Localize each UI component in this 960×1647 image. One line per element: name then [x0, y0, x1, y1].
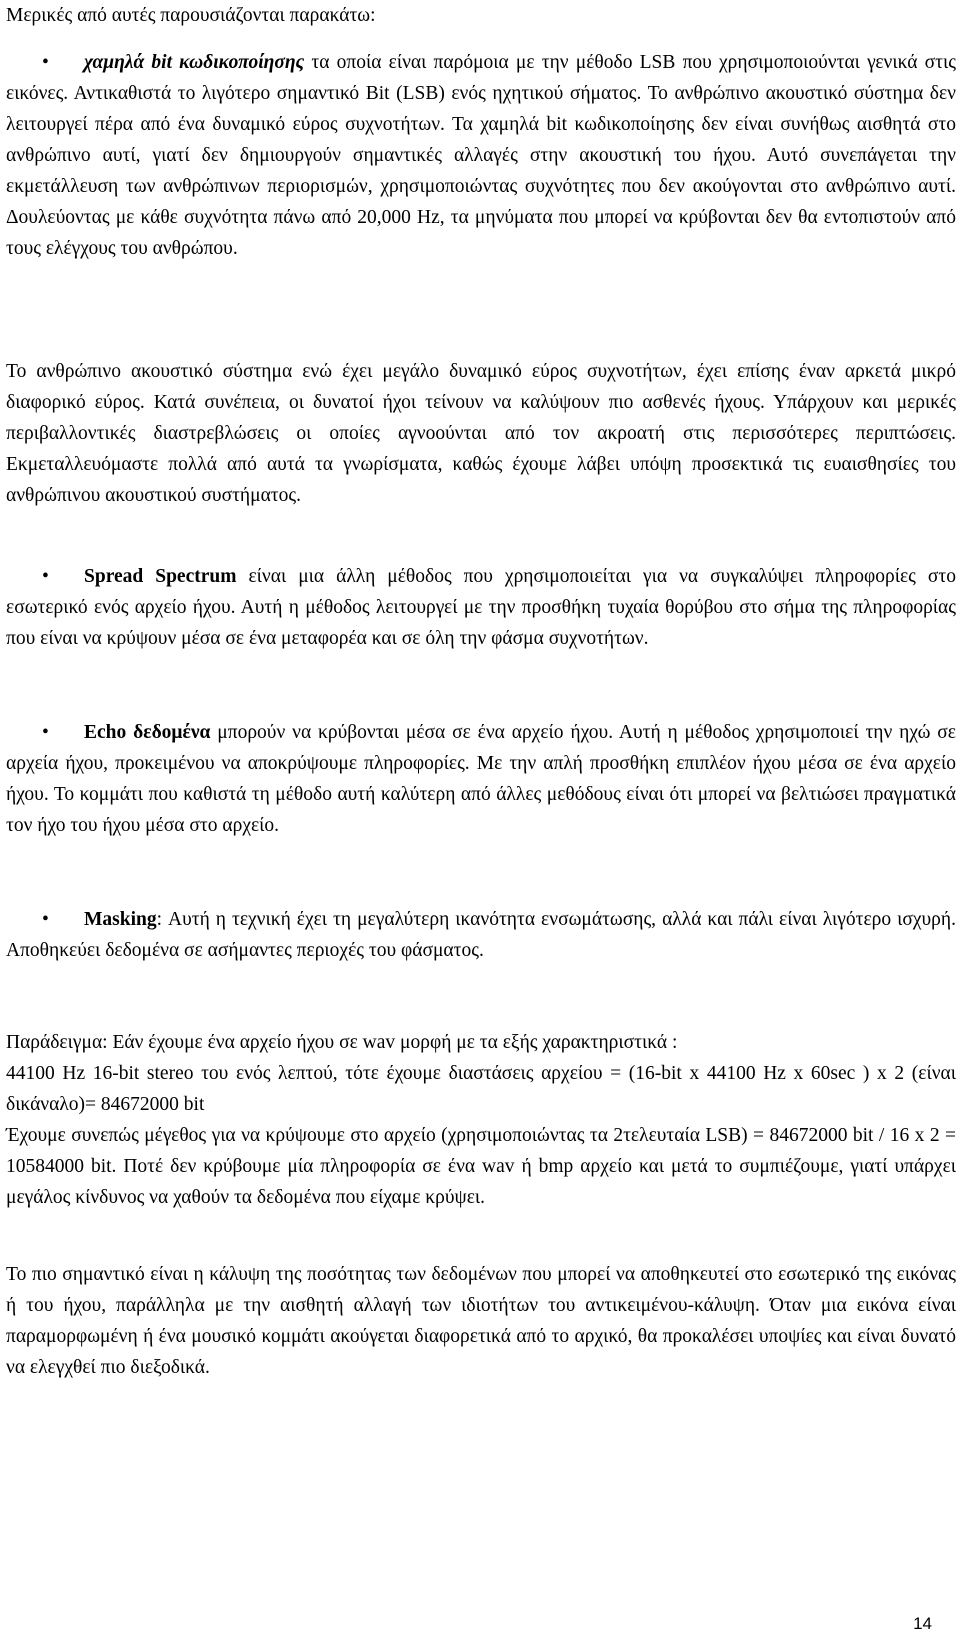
bullet-term: Masking: [84, 909, 157, 930]
bullet-text: [6, 47, 956, 264]
bullet-body: τα οποία είναι παρόμοια με την μέθοδο LSB που χρησιμοποιούνται γενικά στις εικόνες. Αντικαθιστά το λιγότερο σημαντικό Bit (LSB) ενός ηχητικού σήματος. Το ανθρώπινο ακουστικό σύστημα δεν λειτουργεί πέρα από ένα δυναμικό εύρος συχνοτήτων. Τα χαμηλά bit κωδικοποίησης δεν είναι συνήθως αισθητά στο ανθρώπινο αυτί, γιατί δεν δημιουργούν σημαντικές αλλαγές στην ακουστική του ήχου. Αυτό συνεπάγεται την εκμετάλλευση των ανθρώπινων περιορισμών, χρησιμοποιώντας συχνότητες που δεν ακούγονται στο ανθρώπινο αυτί. Δουλεύοντας με κάθε συχνότητα πάνω από 20,000 Hz, τα μηνύματα που μπορεί να κρύβονται δεν θα εντοπιστούν από τους ελέγχους του ανθρώπου.: [6, 52, 956, 259]
bullet-body: μπορούν να κρύβονται μέσα σε ένα αρχείο ήχου. Αυτή η μέθοδος χρησιμοποιεί την ηχώ σε αρχεία ήχου, προκειμένου να αποκρύψουμε πληροφορίες. Με την απλή προσθήκη επιπλέον ήχου μέσα σε ένα αρχείο ήχου. Το κομμάτι που καθιστά τη μέθοδο αυτή καλύτερη από άλλες μεθόδους είναι ότι μπορεί να βελτιώσει πραγματικά τον ήχο του ήχου μέσα στο αρχείο.: [6, 722, 956, 836]
bullet-term: χαμηλά bit κωδικοποίησης: [84, 52, 305, 73]
bullet-marker: •: [42, 909, 49, 930]
paragraph-example: [6, 1027, 956, 1213]
bullet-marker: •: [42, 722, 49, 743]
bullet-text: [6, 717, 956, 841]
bullet-text: [6, 561, 956, 654]
bullet-body: είναι μια άλλη μέθοδος που χρησιμοποιείται για να συγκαλύψει πληροφορίες στο εσωτερικό ενός αρχείο ήχου. Αυτή η μέθοδος λειτουργεί με την προσθήκη τυχαία θορύβου στο σήμα της πληροφορίας που είναι να κρύψουν μέσα σε ένα μεταφορέα και σε όλη την φάσμα συχνοτήτων.: [6, 566, 956, 649]
paragraph-auditory-system: Το ανθρώπινο ακουστικό σύστημα ενώ έχει μεγάλο δυναμικό εύρος συχνοτήτων, έχει επίσης έναν αρκετά μικρό διαφορικό εύρος. Κατά συνέπεια, οι δυνατοί ήχοι τείνουν να καλύψουν πιο ασθενές ήχους. Υπάρχουν και μερικές περιβαλλοντικές διαστρεβλώσεις οι οποίες αγνοούνται από τον ακροατή στις περισσότερες περιπτώσεις. Εκμεταλλευόμαστε πολλά από αυτά τα γνωρίσματα, καθώς έχουμε λάβει υπόψη προσεκτικά τις ευαισθησίες του ανθρώπινου ακουστικού συστήματος.: [6, 361, 956, 506]
bullet-body: : Αυτή η τεχνική έχει τη μεγαλύτερη ικανότητα ενσωμάτωσης, αλλά και πάλι είναι λιγότερο ισχυρή. Αποθηκεύει δεδομένα σε ασήμαντες περιοχές του φάσματος.: [6, 909, 956, 961]
bullet-marker: •: [42, 52, 49, 73]
bullet-term: Spread Spectrum: [84, 566, 237, 587]
example-line-2: 44100 Hz 16-bit stereo του ενός λεπτού, τότε έχουμε διαστάσεις αρχείου = (16-bit x 44100 Hz x 60sec ) x 2 (είναι δικάναλο)= 84672000 bit: [6, 1063, 956, 1115]
bullet-item-spread-spectrum: [6, 561, 956, 654]
bullet-text: [6, 904, 956, 966]
paragraph-capacity: Το πιο σημαντικό είναι η κάλυψη της ποσότητας των δεδομένων που μπορεί να αποθηκευτεί στο εσωτερικό της εικόνας ή του ήχου, παράλληλα με την αισθητή αλλαγή των ιδιοτήτων του αντικειμένου-κάλυψη. Όταν μια εικόνα είναι παραμορφωμένη ή ένα μουσικό κομμάτι ακούγεται διαφορετικά από το αρχικό, θα προκαλέσει υποψίες και είναι δυνατό να ελεγχθεί πιο διεξοδικά.: [6, 1264, 956, 1378]
bullet-term: Echo δεδομένα: [84, 722, 211, 743]
example-line-1: Παράδειγμα: Εάν έχουμε ένα αρχείο ήχου σε wav μορφή με τα εξής χαρακτηριστικά :: [6, 1032, 678, 1053]
intro-paragraph: Μερικές από αυτές παρουσιάζονται παρακάτω:: [6, 5, 376, 26]
bullet-marker: •: [42, 566, 49, 587]
bullet-item-echo-data: [6, 717, 956, 841]
example-line-3: Έχουμε συνεπώς μέγεθος για να κρύψουμε στο αρχείο (χρησιμοποιώντας τα 2τελευταία LSB) = 84672000 bit / 16 x 2 = 10584000 bit. Ποτέ δεν κρύβουμε μία πληροφορία σε ένα wav ή bmp αρχείο και μετά το συμπιέζουμε, γιατί υπάρχει μεγάλος κίνδυνος να χαθούν τα δεδομένα που είχαμε κρύψει.: [6, 1125, 956, 1208]
bullet-item-low-bit-encoding: [6, 47, 956, 264]
page-number: 14: [913, 1614, 932, 1633]
bullet-item-masking: [6, 904, 956, 966]
